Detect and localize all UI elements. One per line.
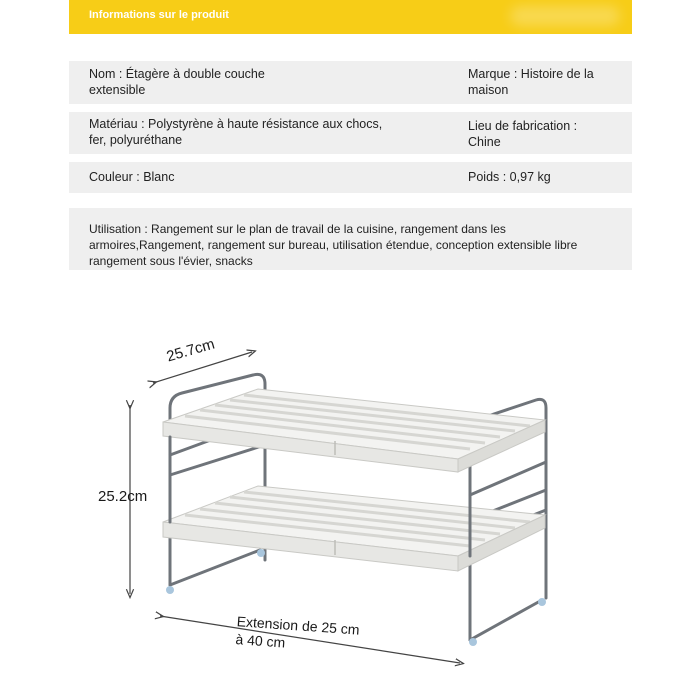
product-origin: Lieu de fabrication : Chine [468, 119, 578, 149]
product-material: Matériau : Polystyrène à haute résistance aux chocs, fer, polyuréthane [89, 117, 383, 147]
depth-dimension-label: 25.7cm [164, 335, 217, 366]
info-header-title: Informations sur le produit [89, 9, 229, 21]
product-name: Nom : Étagère à double couche extensible [89, 67, 265, 97]
shelf-bottom-tier [163, 486, 545, 571]
height-dimension-label: 25.2cm [98, 488, 148, 505]
product-weight: Poids : 0,97 kg [468, 170, 551, 184]
product-brand: Marque : Histoire de la maison [468, 67, 594, 97]
product-usage: Utilisation : Rangement sur le plan de travail de la cuisine, rangement dans les armoires,Rangement, rangement sur bureau, utilisation étendue, conception extensible libre rangement sous l'évier, snacks [89, 222, 578, 268]
product-color: Couleur : Blanc [89, 170, 175, 184]
extension-dimension-label: Extension de 25 cm à 40 cm [235, 613, 361, 651]
